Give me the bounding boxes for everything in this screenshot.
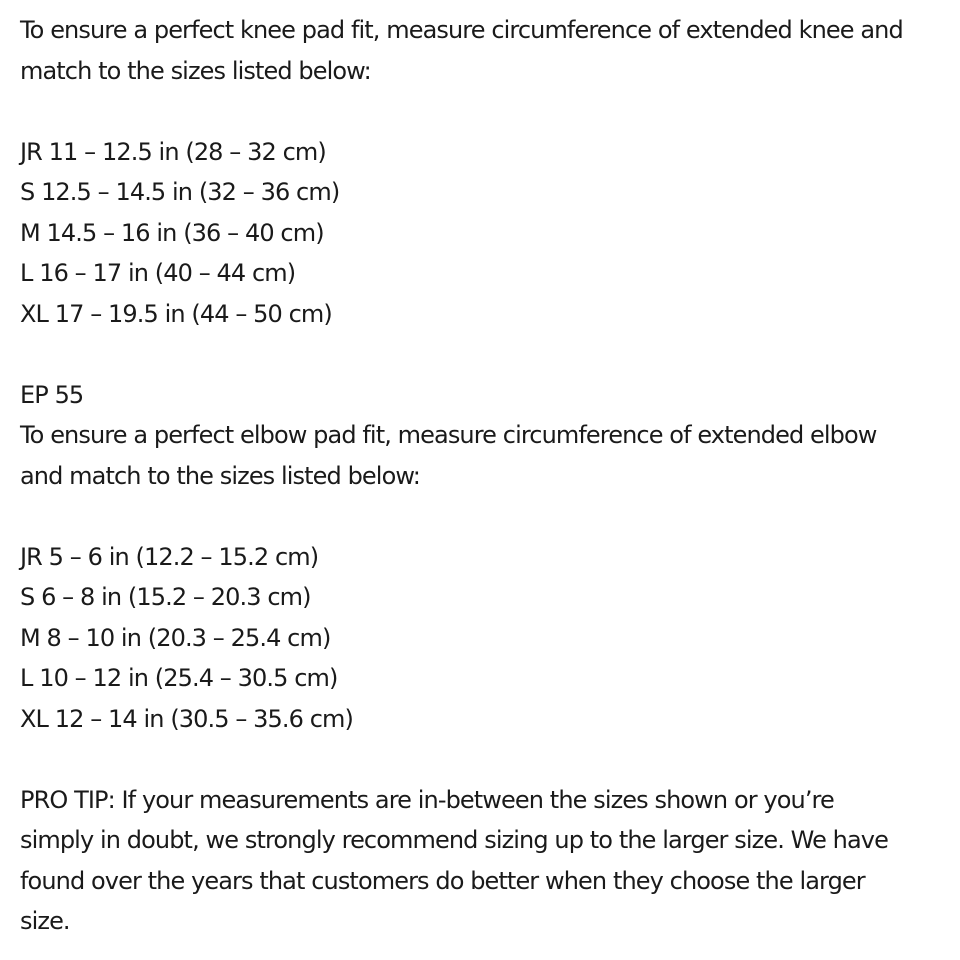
pro-tip-line: simply in doubt, we strongly recommend sizing up to the larger size. We have — [20, 826, 888, 854]
pro-tip — [20, 780, 960, 942]
elbow-size-xl: XL 12 – 14 in (30.5 – 35.6 cm) — [20, 704, 353, 733]
elbow-intro-line: and match to the sizes listed below: — [20, 461, 420, 490]
elbow-model-heading: EP 55 — [20, 380, 84, 409]
pro-tip-line: PRO TIP: If your measurements are in-between the sizes shown or you’re — [20, 785, 834, 814]
knee-intro-line: match to the sizes listed below: — [20, 56, 371, 85]
knee-intro — [20, 10, 960, 91]
pro-tip-line: found over the years that customers do better when they choose the larger — [20, 866, 865, 895]
elbow-size-jr: JR 5 – 6 in (12.2 – 15.2 cm) — [20, 542, 319, 571]
elbow-size-l: L 10 – 12 in (25.4 – 30.5 cm) — [20, 664, 338, 692]
elbow-size-list — [20, 537, 960, 740]
knee-size-l: L 16 – 17 in (40 – 44 cm) — [20, 259, 296, 287]
knee-size-xl: XL 17 – 19.5 in (44 – 50 cm) — [20, 299, 332, 328]
elbow-intro-line: To ensure a perfect elbow pad fit, measure circumference of extended elbow — [20, 421, 877, 449]
elbow-size-s: S 6 – 8 in (15.2 – 20.3 cm) — [20, 583, 311, 611]
pro-tip-line: size. — [20, 907, 70, 935]
knee-size-jr: JR 11 – 12.5 in (28 – 32 cm) — [20, 137, 326, 166]
elbow-size-m: M 8 – 10 in (20.3 – 25.4 cm) — [20, 623, 331, 652]
knee-size-s: S 12.5 – 14.5 in (32 – 36 cm) — [20, 178, 340, 206]
knee-size-m: M 14.5 – 16 in (36 – 40 cm) — [20, 218, 324, 247]
knee-intro-line: To ensure a perfect knee pad fit, measure circumference of extended knee and — [20, 16, 903, 44]
knee-size-list — [20, 132, 960, 335]
elbow-intro — [20, 375, 960, 497]
